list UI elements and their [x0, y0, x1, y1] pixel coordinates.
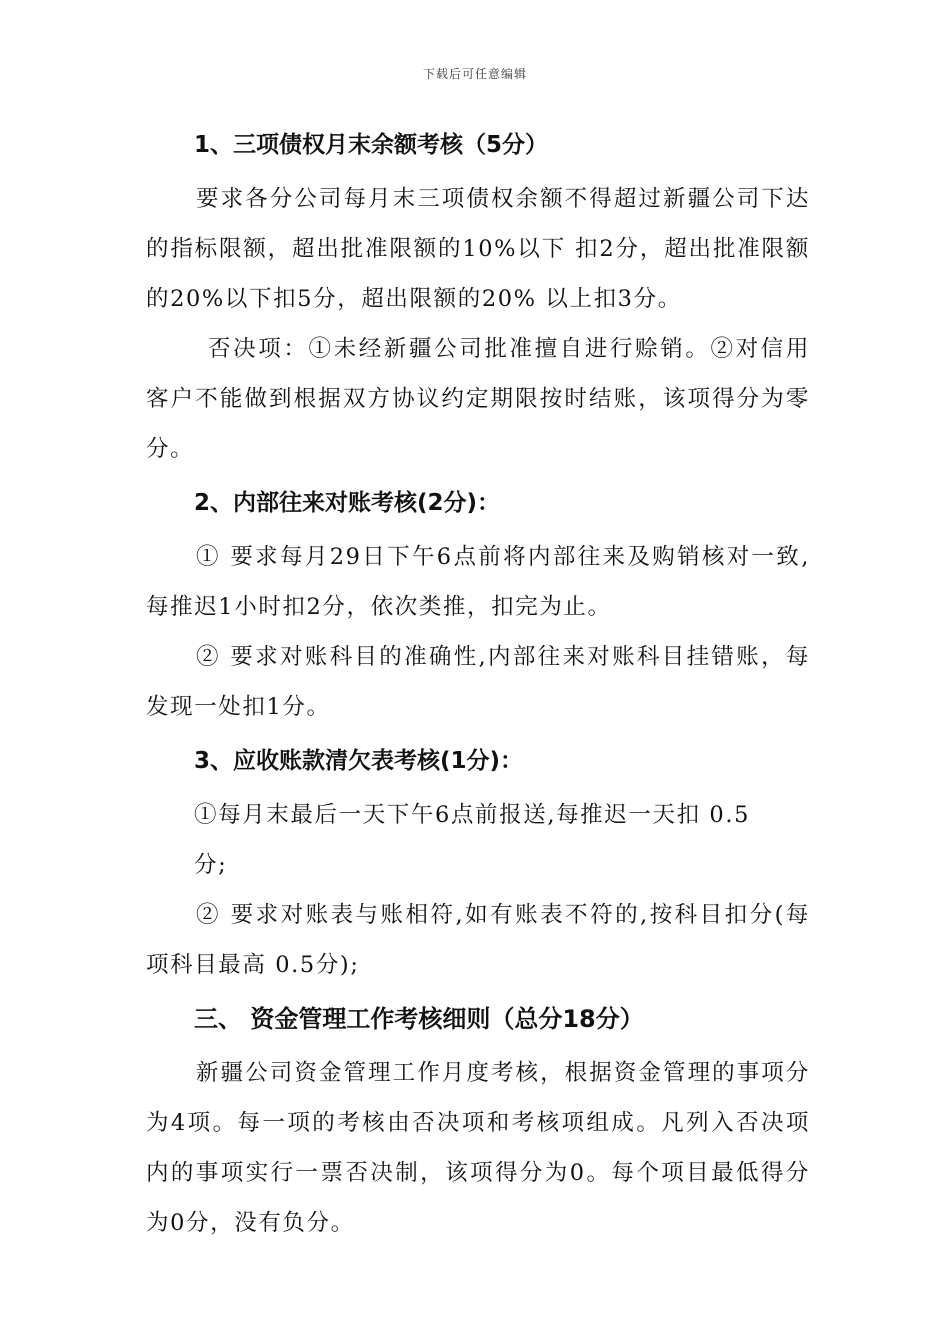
- paragraph-receivables-requirement: 要求各分公司每月末三项债权余额不得超过新疆公司下达的指标限额，超出批准限额的10%以下 扣2分，超出批准限额的20%以下扣5分，超出限额的20% 以上扣3分。: [146, 186, 810, 312]
- heading-fund-management: 三、 资金管理工作考核细则（总分18分）: [194, 1005, 644, 1033]
- paragraph-reconciliation-accuracy: ② 要求对账科目的准确性,内部往来对账科目挂错账，每发现一处扣1分。: [146, 644, 810, 720]
- header-note: 下载后可任意编辑: [422, 67, 527, 81]
- heading-receivables-collection: 3、应收账款清欠表考核(1分)：: [194, 748, 524, 774]
- paragraph-collection-match: ② 要求对账表与账相符,如有账表不符的,按科目扣分(每项科目最高 0.5分);: [146, 902, 810, 978]
- heading-internal-reconciliation: 2、内部往来对账考核(2分)：: [194, 490, 501, 516]
- paragraph-reconciliation-deadline: ① 要求每月29日下午6点前将内部往来及购销核对一致,每推迟1小时扣2分，依次类推，扣完为止。: [146, 544, 810, 620]
- paragraph-fund-management-intro: 新疆公司资金管理工作月度考核，根据资金管理的事项分为4项。每一项的考核由否决项和考核项组成。凡列入否决项内的事项实行一票否决制，该项得分为0。每个项目最低得分为0分，没有负分。: [146, 1060, 810, 1236]
- document-body: [146, 128, 810, 1248]
- paragraph-receivables-veto: 否决项：①未经新疆公司批准擅自进行赊销。②对信用客户不能做到根据双方协议约定期限按时结账，该项得分为零分。: [146, 336, 810, 462]
- heading-receivables-balance: 1、三项债权月末余额考核（5分）: [194, 132, 549, 158]
- paragraph-collection-deadline-line2: 分;: [194, 852, 228, 878]
- paragraph-collection-deadline-line1: ①每月末最后一天下午6点前报送,每推迟一天扣 0.5: [194, 802, 751, 828]
